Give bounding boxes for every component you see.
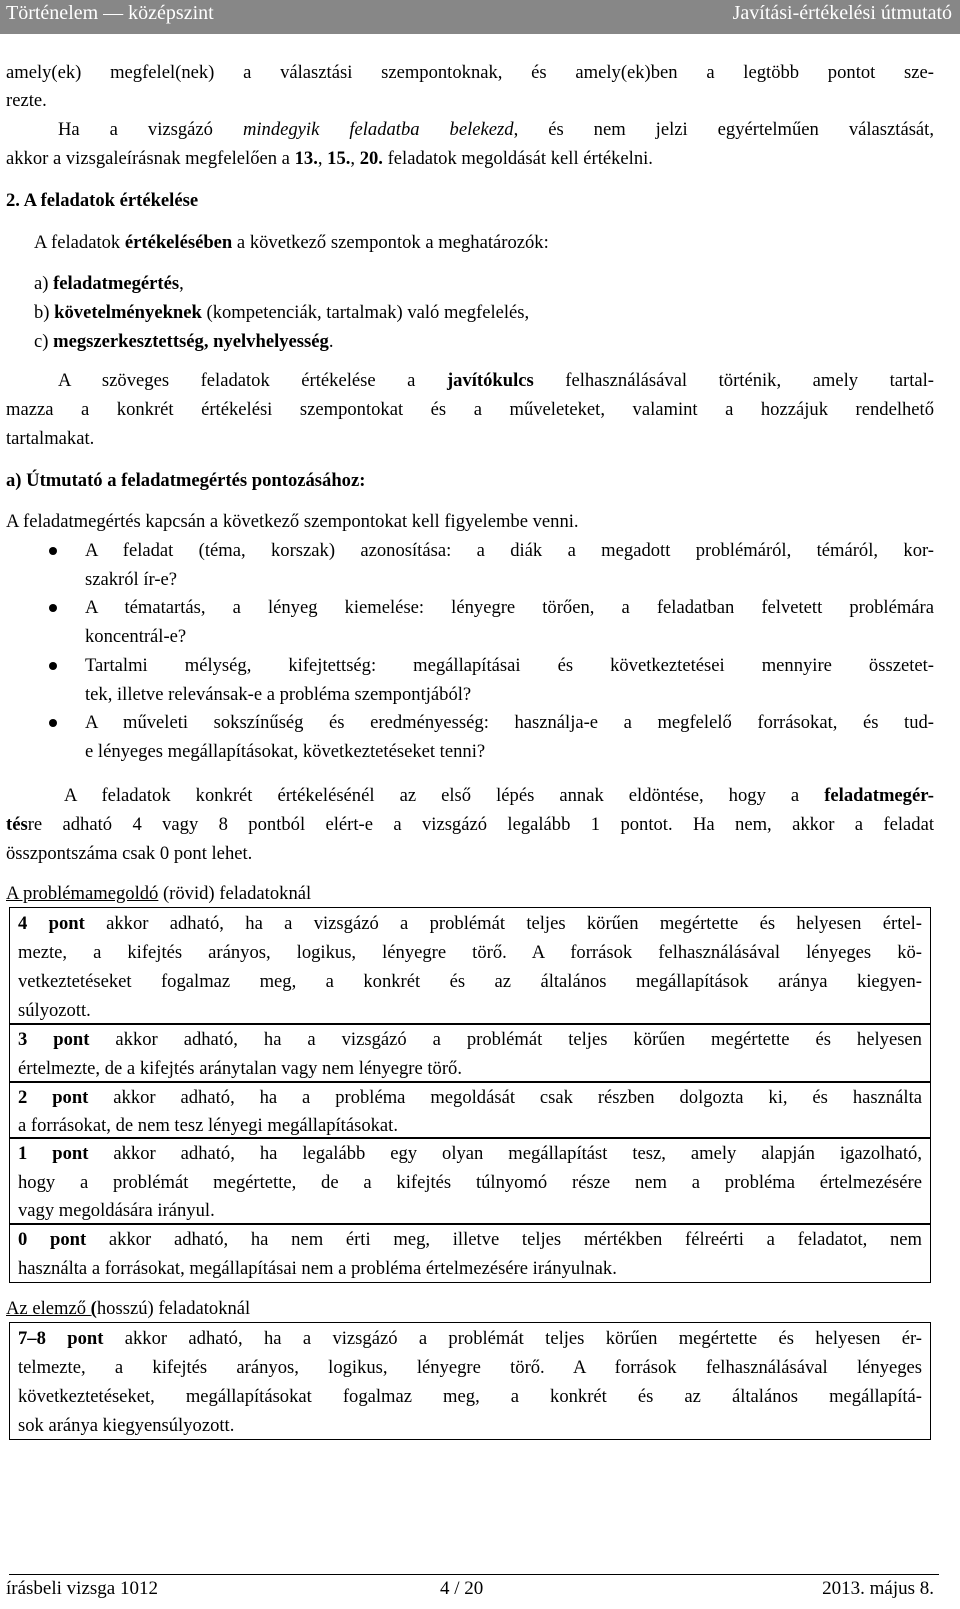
footer-exam-code: írásbeli vizsga 1012 [6,1578,158,1599]
header-subject: Történelem — középszint [6,2,214,24]
bullet-3-line-1: Tartalmi mélység, kifejtettség: megállapításai és következtetései mennyire összetet- [85,655,934,676]
intro-line-2: rezte. [6,90,47,111]
criterion-a: a) feladatmegértés, [34,273,184,294]
short-task-row-3pt: 3 pont akkor adható, ha a vizsgázó a problémát teljes körűen megértette és helyesen értelmezte, de a kifejtés aránytalan vagy nem lényegre törő. [9,1023,931,1083]
header-doc-title: Javítási-értékelési útmutató [732,2,952,24]
section-2-title: 2. A feladatok értékelése [6,190,199,211]
long-task-row-7-8pt: 7–8 pont akkor adható, ha a vizsgázó a problémát teljes körűen megértette és helyesen ér- telmezte, a kifejtés arányos, logikus, lényegre törő. A források felhasználásával lényeges következtetéseket, megállapításokat fogalmaz meg, a konkrét és az általános megállapítá- sok aránya kiegyensúlyozott. [9,1322,931,1440]
short-task-row-4pt: 4 pont akkor adható, ha a vizsgázó a problémát teljes körűen megértette és helyesen értel- mezte, a kifejtés arányos, logikus, lényegre törő. A források felhasználásával lényeges kö- vetkeztetéseket fogalmaz meg, a konkrét és az általános megállapítások aránya kiegyen- súlyozott. [9,907,931,1025]
short-task-row-2pt: 2 pont akkor adható, ha a probléma megoldását csak részben dolgozta ki, és használta a forrásokat, de nem tesz lényegi megállapításokat. [9,1081,931,1139]
intro-line-3: Ha a vizsgázó mindegyik feladatba belekezd, és nem jelzi egyértelműen választását, [58,119,934,140]
intro-line-4: akkor a vizsgaleírásnak megfelelően a 13., 15., 20. feladatok megoldását kell értékelni. [6,148,653,169]
short-task-row-1pt: 1 pont akkor adható, ha legalább egy olyan megállapítást tesz, amely alapján igazolható, hogy a problémát megértette, de a kifejtés túlnyomó része nem a probléma értelmezésére vagy megoldására irányul. [9,1137,931,1225]
guide-paragraph-line-1: A feladatok konkrét értékelésénél az első lépés annak eldöntése, hogy a feladatmegér- [64,785,934,806]
bullet-3-line-2: tek, illetve relevánsak-e a probléma szempontjából? [85,684,472,705]
criterion-c: c) megszerkesztettség, nyelvhelyesség. [34,331,334,352]
bullet-1-line-2: szakról ír-e? [85,569,178,590]
criterion-b: b) követelményeknek (kompetenciák, tartalmak) való megfelelés, [34,302,530,323]
intro-line-1: amely(ek) megfelel(nek) a választási szempontoknak, és amely(ek)ben a legtöbb pontot sze- [6,62,934,83]
bullet-1-line-1: A feladat (téma, korszak) azonosítása: a diák a megadott problémáról, témáról, kor- [85,540,934,561]
bullet-2-line-1: A tématartás, a lényeg kiemelése: lényegre törően, a feladatban felvetett problémára [85,597,934,618]
guide-title: a) Útmutató a feladatmegértés pontozásához: [6,470,366,491]
short-task-row-0pt: 0 pont akkor adható, ha nem érti meg, illetve teljes mértékben félreérti a feladatot, nem használta a forrásokat, megállapításai nem a probléma értelmezésére irányulnak. [9,1223,931,1283]
bullet-3 [49,662,57,670]
section-2-paragraph-line-3: tartalmakat. [6,428,95,449]
guide-paragraph-line-2: tésre adható 4 vagy 8 pontból elért-e a vizsgázó legalább 1 pontot. Ha nem, akkor a feladat [6,814,934,835]
page-header [0,0,960,34]
guide-paragraph-line-3: összpontszáma csak 0 pont lehet. [6,843,253,864]
bullet-4-line-1: A műveleti sokszínűség és eredményesség: használja-e a megfelelő forrásokat, és tud- [85,712,934,733]
section-2-paragraph-line-2: mazza a konkrét értékelési szempontokat és a műveleteket, valamint a hozzájuk rendelhető [6,399,934,420]
bullet-1 [49,547,57,555]
footer-date: 2013. május 8. [822,1578,934,1599]
short-tasks-heading: A problémamegoldó (rövid) feladatoknál [6,883,312,904]
footer-page-number: 4 / 20 [440,1578,484,1599]
bullet-4-line-2: e lényeges megállapításokat, következtetéseket tenni? [85,741,486,762]
guide-intro: A feladatmegértés kapcsán a következő szempontokat kell figyelembe venni. [6,511,579,532]
section-2-paragraph-line-1: A szöveges feladatok értékelése a javítókulcs felhasználásával történik, amely tartal- [58,370,934,391]
bullet-4 [49,719,57,727]
section-2-intro: A feladatok értékelésében a következő szempontok a meghatározók: [34,232,549,253]
bullet-2 [49,604,57,612]
bullet-2-line-2: koncentrál-e? [85,626,187,647]
footer-rule [9,1574,939,1575]
long-tasks-heading: Az elemző (hosszú) feladatoknál [6,1298,251,1319]
